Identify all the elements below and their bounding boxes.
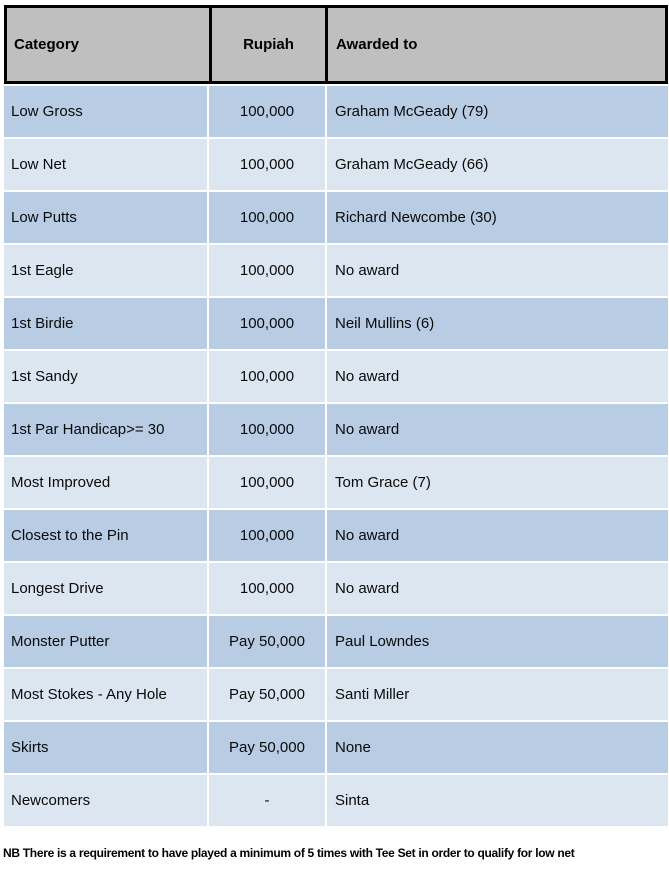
table-row (4, 404, 668, 455)
rupiah-cell: 100,000 (209, 139, 325, 190)
rupiah-cell: 100,000 (209, 245, 325, 296)
rupiah-cell: 100,000 (209, 192, 325, 243)
awarded-to-cell: Tom Grace (7) (327, 457, 668, 508)
table-row (4, 298, 668, 349)
category-cell: Most Stokes - Any Hole (4, 669, 207, 720)
rupiah-cell: Pay 50,000 (209, 616, 325, 667)
rupiah-cell: 100,000 (209, 298, 325, 349)
awarded-to-cell: Graham McGeady (66) (327, 139, 668, 190)
category-cell: Newcomers (4, 775, 207, 826)
awarded-to-cell: Graham McGeady (79) (327, 86, 668, 137)
category-cell: Low Putts (4, 192, 207, 243)
category-cell: Monster Putter (4, 616, 207, 667)
column-header-rupiah: Rupiah (209, 8, 325, 81)
awarded-to-cell: Neil Mullins (6) (327, 298, 668, 349)
category-cell: Skirts (4, 722, 207, 773)
table-row (4, 351, 668, 402)
table-row (4, 722, 668, 773)
table-row (4, 245, 668, 296)
category-cell: Most Improved (4, 457, 207, 508)
table-header-row (4, 5, 668, 84)
column-header-category: Category (14, 36, 80, 53)
table-row (4, 139, 668, 190)
table-row (4, 457, 668, 508)
awarded-to-cell: Richard Newcombe (30) (327, 192, 668, 243)
rupiah-cell: Pay 50,000 (209, 669, 325, 720)
table-row (4, 86, 668, 137)
table-row (4, 563, 668, 614)
category-cell: Closest to the Pin (4, 510, 207, 561)
awarded-to-cell: No award (327, 351, 668, 402)
awarded-to-cell: Santi Miller (327, 669, 668, 720)
table-body (4, 86, 668, 826)
category-cell: 1st Par Handicap>= 30 (4, 404, 207, 455)
category-cell: Low Gross (4, 86, 207, 137)
awarded-to-cell: No award (327, 563, 668, 614)
awarded-to-cell: None (327, 722, 668, 773)
nb-footnote: NB There is a requirement to have played a minimum of 5 times with Tee Set in order to qualify for low net (3, 846, 575, 860)
category-cell: Longest Drive (4, 563, 207, 614)
awards-table (4, 5, 668, 828)
table-row (4, 775, 668, 826)
table-row (4, 616, 668, 667)
rupiah-cell: 100,000 (209, 457, 325, 508)
column-header-awarded-to: Awarded to (325, 8, 665, 81)
rupiah-cell: 100,000 (209, 86, 325, 137)
category-cell: 1st Birdie (4, 298, 207, 349)
category-cell: 1st Eagle (4, 245, 207, 296)
category-cell: Low Net (4, 139, 207, 190)
rupiah-cell: 100,000 (209, 404, 325, 455)
awarded-to-cell: No award (327, 510, 668, 561)
rupiah-cell: Pay 50,000 (209, 722, 325, 773)
rupiah-cell: 100,000 (209, 510, 325, 561)
category-cell: 1st Sandy (4, 351, 207, 402)
awarded-to-cell: Paul Lowndes (327, 616, 668, 667)
rupiah-cell: - (209, 775, 325, 826)
table-row (4, 510, 668, 561)
awarded-to-cell: No award (327, 404, 668, 455)
awarded-to-cell: Sinta (327, 775, 668, 826)
awarded-to-cell: No award (327, 245, 668, 296)
table-row (4, 192, 668, 243)
table-row (4, 669, 668, 720)
rupiah-cell: 100,000 (209, 351, 325, 402)
rupiah-cell: 100,000 (209, 563, 325, 614)
